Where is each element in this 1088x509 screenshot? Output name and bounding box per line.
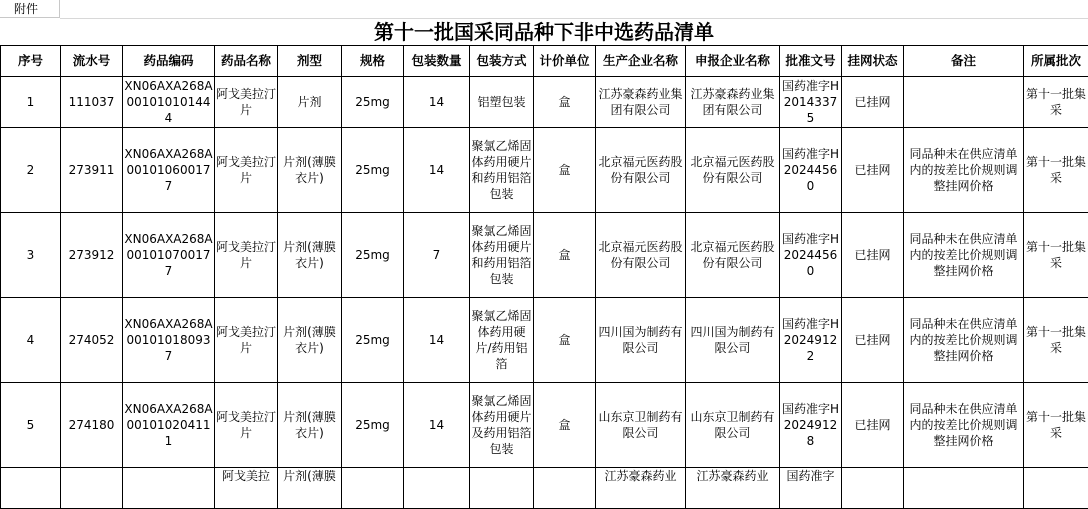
col-header-batch[interactable]: 所属批次 <box>1024 46 1088 77</box>
cell-code[interactable] <box>123 468 215 509</box>
cell-status[interactable]: 已挂网 <box>842 128 904 213</box>
col-header-applicant[interactable]: 申报企业名称 <box>686 46 780 77</box>
cell-maker[interactable]: 北京福元医药股份有限公司 <box>596 128 686 213</box>
cell-spec[interactable]: 25mg <box>342 213 404 298</box>
cell-spec[interactable]: 25mg <box>342 128 404 213</box>
col-header-seq[interactable]: 序号 <box>1 46 61 77</box>
cell-pack[interactable]: 铝塑包装 <box>470 77 534 128</box>
table-row <box>1 128 1088 213</box>
col-header-pack[interactable]: 包装方式 <box>470 46 534 77</box>
cell-applicant[interactable]: 北京福元医药股份有限公司 <box>686 213 780 298</box>
cell-remark[interactable]: 同品种未在供应清单内的按差比价规则调整挂网价格 <box>904 298 1024 383</box>
cell-remark[interactable] <box>904 468 1024 509</box>
cell-status[interactable]: 已挂网 <box>842 77 904 128</box>
cell-batch[interactable] <box>1024 468 1088 509</box>
cell-seq[interactable]: 1 <box>1 77 61 128</box>
cell-qty[interactable]: 14 <box>404 128 470 213</box>
cell-spec[interactable] <box>342 468 404 509</box>
cell-serial[interactable]: 274180 <box>61 383 123 468</box>
cell-name[interactable]: 阿戈美拉汀片 <box>215 213 278 298</box>
cell-status[interactable]: 已挂网 <box>842 213 904 298</box>
cell-batch[interactable]: 第十一批集采 <box>1024 128 1088 213</box>
cell-qty[interactable] <box>404 468 470 509</box>
drug-list-table <box>0 45 1088 509</box>
cell-serial[interactable]: 274052 <box>61 298 123 383</box>
cell-approval[interactable]: 国药准字 <box>780 468 842 509</box>
cell-spec[interactable]: 25mg <box>342 77 404 128</box>
col-header-code[interactable]: 药品编码 <box>123 46 215 77</box>
cell-form[interactable]: 片剂(薄膜 <box>278 468 342 509</box>
cell-form[interactable]: 片剂(薄膜衣片) <box>278 128 342 213</box>
table-row <box>1 468 1088 509</box>
cell-seq[interactable]: 2 <box>1 128 61 213</box>
attachment-bar <box>0 0 1088 19</box>
cell-code[interactable]: XN06AXA268A001010600177 <box>123 128 215 213</box>
cell-seq[interactable] <box>1 468 61 509</box>
cell-applicant[interactable]: 四川国为制药有限公司 <box>686 298 780 383</box>
cell-applicant[interactable]: 江苏豪森药业集团有限公司 <box>686 77 780 128</box>
cell-maker[interactable]: 北京福元医药股份有限公司 <box>596 213 686 298</box>
cell-serial[interactable]: 273911 <box>61 128 123 213</box>
cell-pack[interactable]: 聚氯乙烯固体药用硬片和药用铝箔包装 <box>470 213 534 298</box>
cell-approval[interactable]: 国药准字H20244560 <box>780 128 842 213</box>
cell-name[interactable]: 阿戈美拉汀片 <box>215 128 278 213</box>
cell-serial[interactable] <box>61 468 123 509</box>
cell-form[interactable]: 片剂(薄膜衣片) <box>278 213 342 298</box>
attachment-bar-empty <box>60 0 1088 19</box>
cell-unit[interactable]: 盒 <box>534 383 596 468</box>
col-header-remark[interactable]: 备注 <box>904 46 1024 77</box>
cell-unit[interactable]: 盒 <box>534 298 596 383</box>
attachment-label: 附件 <box>0 0 60 18</box>
cell-seq[interactable]: 5 <box>1 383 61 468</box>
cell-status[interactable]: 已挂网 <box>842 298 904 383</box>
cell-code[interactable]: XN06AXA268A001010101444 <box>123 77 215 128</box>
cell-name[interactable]: 阿戈美拉汀片 <box>215 77 278 128</box>
cell-unit[interactable]: 盒 <box>534 213 596 298</box>
cell-form[interactable]: 片剂 <box>278 77 342 128</box>
cell-maker[interactable]: 江苏豪森药业 <box>596 468 686 509</box>
cell-remark[interactable]: 同品种未在供应清单内的按差比价规则调整挂网价格 <box>904 383 1024 468</box>
header-row <box>1 46 1088 77</box>
cell-unit[interactable]: 盒 <box>534 77 596 128</box>
table-row <box>1 383 1088 468</box>
cell-code[interactable]: XN06AXA268A001010204111 <box>123 383 215 468</box>
cell-status[interactable]: 已挂网 <box>842 383 904 468</box>
cell-name[interactable]: 阿戈美拉 <box>215 468 278 509</box>
col-header-status[interactable]: 挂网状态 <box>842 46 904 77</box>
cell-batch[interactable]: 第十一批集采 <box>1024 383 1088 468</box>
col-header-spec[interactable]: 规格 <box>342 46 404 77</box>
col-header-qty[interactable]: 包装数量 <box>404 46 470 77</box>
cell-seq[interactable]: 4 <box>1 298 61 383</box>
cell-seq[interactable]: 3 <box>1 213 61 298</box>
col-header-unit[interactable]: 计价单位 <box>534 46 596 77</box>
cell-approval[interactable]: 国药准字H20249128 <box>780 383 842 468</box>
cell-pack[interactable] <box>470 468 534 509</box>
col-header-maker[interactable]: 生产企业名称 <box>596 46 686 77</box>
cell-spec[interactable]: 25mg <box>342 298 404 383</box>
cell-applicant[interactable]: 北京福元医药股份有限公司 <box>686 128 780 213</box>
cell-name[interactable]: 阿戈美拉汀片 <box>215 383 278 468</box>
cell-spec[interactable]: 25mg <box>342 383 404 468</box>
cell-applicant[interactable]: 山东京卫制药有限公司 <box>686 383 780 468</box>
cell-status[interactable] <box>842 468 904 509</box>
cell-qty[interactable]: 14 <box>404 298 470 383</box>
sheet-title: 第十一批国采同品种下非中选药品清单 <box>0 19 1088 45</box>
cell-form[interactable]: 片剂(薄膜衣片) <box>278 383 342 468</box>
table-row <box>1 213 1088 298</box>
cell-remark[interactable]: 同品种未在供应清单内的按差比价规则调整挂网价格 <box>904 128 1024 213</box>
cell-pack[interactable]: 聚氯乙烯固体药用硬片和药用铝箔包装 <box>470 128 534 213</box>
table-row <box>1 298 1088 383</box>
cell-maker[interactable]: 山东京卫制药有限公司 <box>596 383 686 468</box>
cell-pack[interactable]: 聚氯乙烯固体药用硬片/药用铝箔 <box>470 298 534 383</box>
cell-qty[interactable]: 7 <box>404 213 470 298</box>
cell-code[interactable]: XN06AXA268A001010180937 <box>123 298 215 383</box>
cell-serial[interactable]: 111037 <box>61 77 123 128</box>
cell-qty[interactable]: 14 <box>404 77 470 128</box>
cell-remark[interactable] <box>904 77 1024 128</box>
cell-batch[interactable]: 第十一批集采 <box>1024 77 1088 128</box>
col-header-serial[interactable]: 流水号 <box>61 46 123 77</box>
cell-unit[interactable] <box>534 468 596 509</box>
cell-name[interactable]: 阿戈美拉汀片 <box>215 298 278 383</box>
cell-approval[interactable]: 国药准字H20249122 <box>780 298 842 383</box>
cell-unit[interactable]: 盒 <box>534 128 596 213</box>
cell-serial[interactable]: 273912 <box>61 213 123 298</box>
cell-approval[interactable]: 国药准字H20244560 <box>780 213 842 298</box>
cell-maker[interactable]: 四川国为制药有限公司 <box>596 298 686 383</box>
cell-remark[interactable]: 同品种未在供应清单内的按差比价规则调整挂网价格 <box>904 213 1024 298</box>
cell-pack[interactable]: 聚氯乙烯固体药用硬片及药用铝箔包装 <box>470 383 534 468</box>
table-row <box>1 77 1088 128</box>
cell-approval[interactable]: 国药准字H20143375 <box>780 77 842 128</box>
col-header-approval[interactable]: 批准文号 <box>780 46 842 77</box>
cell-batch[interactable]: 第十一批集采 <box>1024 298 1088 383</box>
cell-applicant[interactable]: 江苏豪森药业 <box>686 468 780 509</box>
cell-qty[interactable]: 14 <box>404 383 470 468</box>
cell-maker[interactable]: 江苏豪森药业集团有限公司 <box>596 77 686 128</box>
cell-batch[interactable]: 第十一批集采 <box>1024 213 1088 298</box>
col-header-form[interactable]: 剂型 <box>278 46 342 77</box>
col-header-name[interactable]: 药品名称 <box>215 46 278 77</box>
cell-form[interactable]: 片剂(薄膜衣片) <box>278 298 342 383</box>
cell-code[interactable]: XN06AXA268A001010700177 <box>123 213 215 298</box>
